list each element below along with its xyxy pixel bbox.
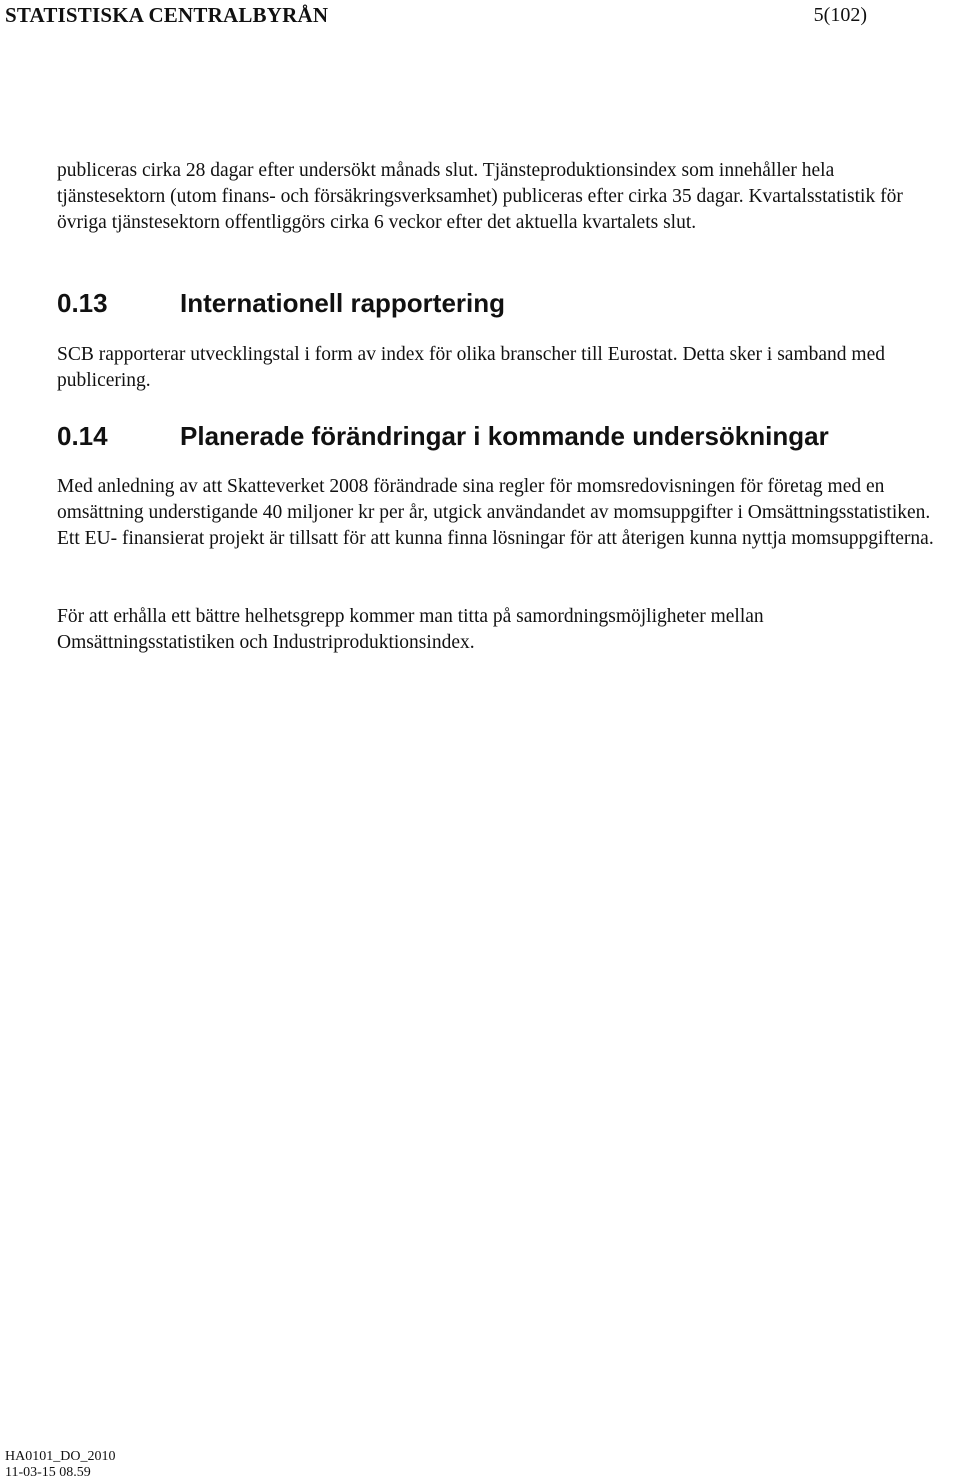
header-organization: STATISTISKA CENTRALBYRÅN <box>5 3 329 27</box>
section-title: Planerade förändringar i kommande undersökningar <box>180 421 829 451</box>
intro-paragraph-text: publiceras cirka 28 dagar efter undersökt månads slut. Tjänsteproduktionsindex som innehåller hela tjänstesektorn (utom finans- och försäkringsverksamhet) publiceras efter cirka 35 dagar. Kvartalsstatistik för övriga tjänstesektorn offentliggörs cirka 6 veckor efter det aktuella kvartalets slut. <box>57 160 903 233</box>
section-paragraph <box>57 604 937 656</box>
section-paragraph <box>57 474 937 552</box>
section-heading-planned-changes <box>57 421 829 452</box>
planned-changes-text-1: Med anledning av att Skatteverket 2008 förändrade sina regler för momsredovisningen för företag med en omsättning understigande 40 miljoner kr per år, utgick användandet av momsuppgifter i Omsättningsstatistiken. Ett EU- finansierat projekt är tillsatt för att kunna finna lösningar för att återigen kunna nyttja momsuppgifterna. <box>57 476 934 549</box>
footer-document-id: HA0101_DO_2010 <box>5 1449 116 1464</box>
footer-timestamp: 11-03-15 08.59 <box>5 1465 91 1480</box>
section-title: Internationell rapportering <box>180 288 506 318</box>
section-heading-international-reporting <box>57 288 505 319</box>
section-number: 0.13 <box>57 288 108 318</box>
planned-changes-text-2: För att erhålla ett bättre helhetsgrepp kommer man titta på samordningsmöjligheter mellan Omsättningsstatistiken och Industriproduktionsindex. <box>57 606 764 653</box>
section-number: 0.14 <box>57 421 108 451</box>
intro-paragraph <box>57 158 937 236</box>
section-paragraph <box>57 342 937 394</box>
page-number: 5(102) <box>813 4 867 26</box>
international-reporting-text: SCB rapporterar utvecklingstal i form av index för olika branscher till Eurostat. Detta sker i samband med publicering. <box>57 344 885 391</box>
